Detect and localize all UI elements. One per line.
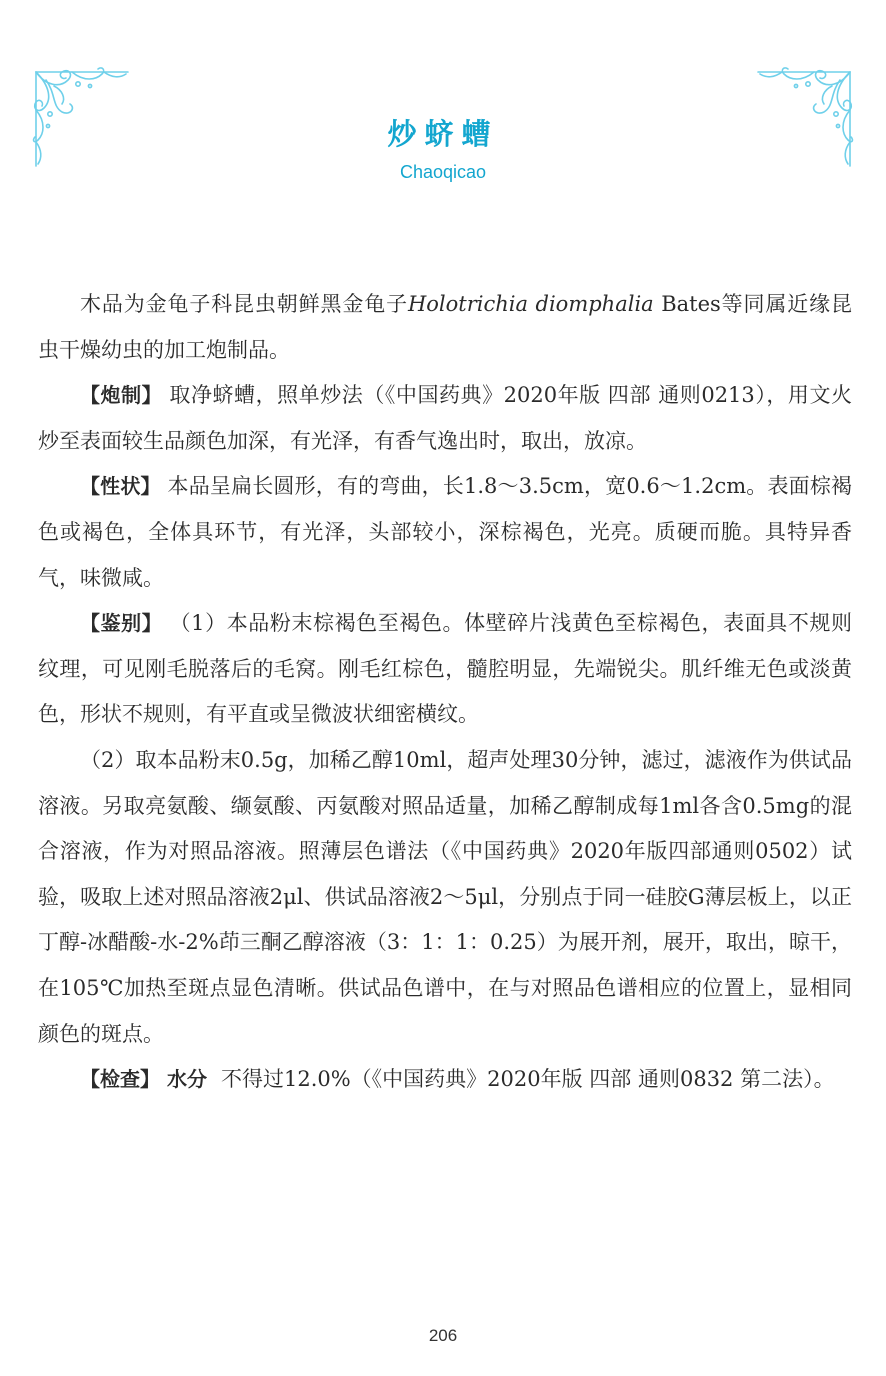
intro-text-pre: 木品为金龟子科昆虫朝鲜黑金龟子 <box>80 292 408 316</box>
inspection-paragraph <box>38 1057 852 1103</box>
character-paragraph <box>38 464 852 601</box>
identification-text-1: （1）本品粉末棕褐色至褐色。体壁碎片浅黄色至棕褐色，表面具不规则纹理，可见刚毛脱落后的毛窝。刚毛红棕色，髓腔明显，先端锐尖。肌纤维无色或淡黄色，形状不规则，有平直或呈微波状细密横纹。 <box>38 611 852 727</box>
latin-name: Holotrichia diomphalia <box>407 292 654 316</box>
page-subtitle-pinyin: Chaoqicao <box>399 162 487 182</box>
identification-text-2: （2）取本品粉末0.5g，加稀乙醇10ml，超声处理30分钟，滤过，滤液作为供试品溶液。另取亮氨酸、缬氨酸、丙氨酸对照品适量，加稀乙醇制成每1ml各含0.5mg的混合溶液，作为对照品溶液。照薄层色谱法（《中国药典》2020年版四部通则0502）试验，吸取上述对照品溶液2μl、供试品溶液2～5μl，分别点于同一硅胶G薄层板上，以正丁醇-冰醋酸-水-2%茚三酮乙醇溶液（3：1：1：0.25）为展开剂，展开，取出，晾干，在105℃加热至斑点显色清晰。供试品色谱中，在与对照品色谱相应的位置上，显相同颜色的斑点。 <box>38 747 852 1046</box>
section-label-inspection: 【检查】 <box>80 1067 160 1092</box>
page-number: 206 <box>428 1326 458 1345</box>
identification-paragraph-1 <box>38 601 852 738</box>
processing-text: 取净蛴螬，照单炒法（《中国药典》2020年版 四部 通则0213），用文火炒至表面较生品颜色加深，有光泽，有香气逸出时，取出，放凉。 <box>38 383 852 453</box>
section-label-identification: 【鉴别】 <box>80 611 163 636</box>
identification-paragraph-2 <box>38 738 852 1057</box>
inspection-sublabel-moisture: 水分 <box>160 1067 207 1092</box>
monograph-body <box>38 282 852 1103</box>
page-title: 炒蛴螬 <box>387 117 499 151</box>
inspection-text: 不得过12.0%（《中国药典》2020年版 四部 通则0832 第二法）。 <box>220 1067 835 1092</box>
section-label-character: 【性状】 <box>80 474 161 499</box>
character-text: 本品呈扁长圆形，有的弯曲，长1.8～3.5cm，宽0.6～1.2cm。表面棕褐色或褐色，全体具环节，有光泽，头部较小，深棕褐色，光亮。质硬而脆。具特异香气，味微咸。 <box>38 474 852 590</box>
intro-paragraph <box>38 282 852 373</box>
section-label-processing: 【炮制】 <box>80 383 163 408</box>
processing-paragraph <box>38 373 852 464</box>
intro-text-post: Bates等同属近缘昆虫干燥幼虫的加工炮制品。 <box>38 292 852 362</box>
